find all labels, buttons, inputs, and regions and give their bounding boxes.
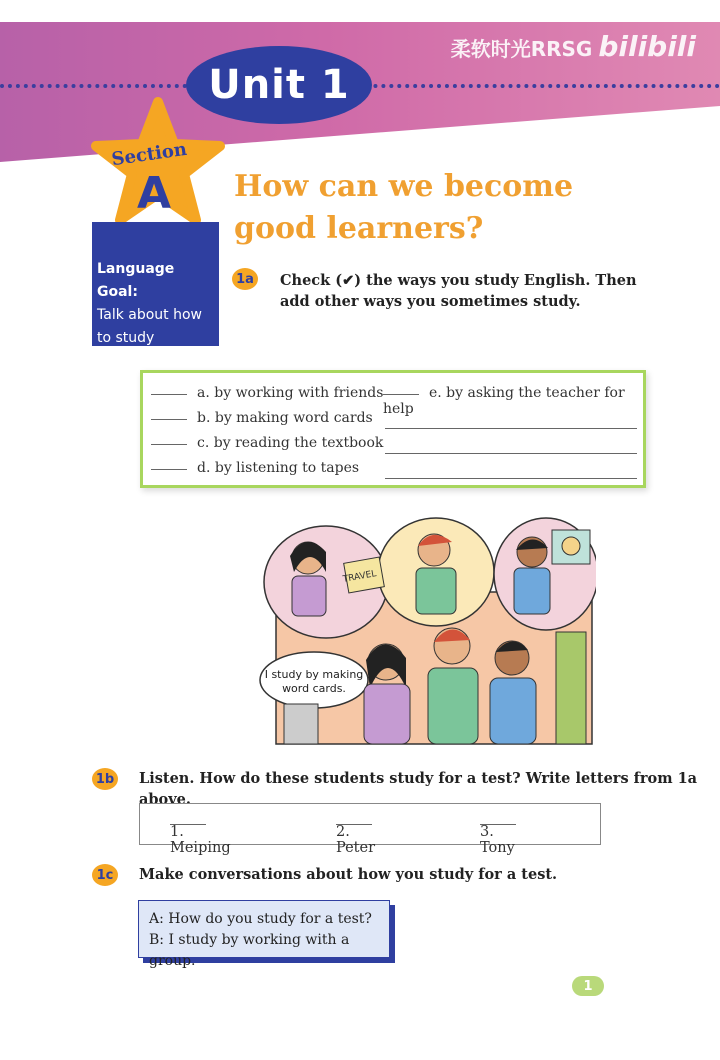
checkbox-blank[interactable] xyxy=(151,444,187,445)
page-title: How can we become good learners? xyxy=(234,169,574,246)
option-label: d. by listening to tapes xyxy=(197,460,360,476)
badge-1b: 1b xyxy=(92,768,118,790)
answer-box-1b xyxy=(139,803,601,856)
unit-label: Unit 1 xyxy=(208,62,350,108)
instruction-1b: Listen. How do these students study for a test? Write letters from 1a above. xyxy=(139,770,698,808)
option-label: a. by working with friends xyxy=(197,385,384,401)
item-label: 1. Meiping xyxy=(170,824,231,856)
section-word: Section xyxy=(110,138,189,171)
section-star-icon xyxy=(88,96,228,236)
badge-1c: 1c xyxy=(92,864,118,886)
checkbox-blank[interactable] xyxy=(151,419,187,420)
watermark xyxy=(451,30,696,63)
instruction-1a: Check (✔) the ways you study English. Then add other ways you sometimes study. xyxy=(280,272,637,310)
options-box-1a xyxy=(140,370,646,488)
option-b[interactable] xyxy=(151,410,373,426)
item-label: 2. Peter xyxy=(336,824,376,856)
option-e[interactable] xyxy=(383,385,643,417)
write-line[interactable] xyxy=(385,478,637,479)
section-letter: A xyxy=(136,168,172,219)
conversation-line-b: B: I study by working with a group. xyxy=(149,932,350,969)
top-strip xyxy=(0,0,720,22)
write-line[interactable] xyxy=(385,453,637,454)
item-label: 3. Tony xyxy=(480,824,515,856)
page-number: 1 xyxy=(572,976,604,996)
option-label: e. by asking the teacher for help xyxy=(383,385,625,417)
option-d[interactable] xyxy=(151,460,359,476)
checkbox-blank[interactable] xyxy=(151,394,187,395)
goal-text: Talk about how to study xyxy=(97,307,202,346)
conversation-box xyxy=(138,900,390,969)
watermark-text: 柔软时光RRSG xyxy=(450,37,593,61)
conversation-line-a: A: How do you study for a test? xyxy=(149,911,372,927)
goal-title: Language Goal: xyxy=(97,261,175,300)
write-line[interactable] xyxy=(385,428,637,429)
option-label: b. by making word cards xyxy=(197,410,373,426)
travel-card-text: TRAVEL xyxy=(342,569,378,585)
speech-line-1: I study by making xyxy=(264,668,364,681)
checkbox-blank[interactable] xyxy=(383,394,419,395)
language-goal-box xyxy=(92,222,219,346)
bilibili-logo-icon: bilibili xyxy=(598,30,696,63)
option-c[interactable] xyxy=(151,435,383,451)
checkbox-blank[interactable] xyxy=(151,469,187,470)
option-a[interactable] xyxy=(151,385,383,401)
speech-line-2: word cards. xyxy=(282,682,346,695)
badge-1a: 1a xyxy=(232,268,258,290)
option-label: c. by reading the textbook xyxy=(197,435,384,451)
students-illustration xyxy=(256,512,596,748)
instruction-1c: Make conversations about how you study for a test. xyxy=(139,866,558,883)
